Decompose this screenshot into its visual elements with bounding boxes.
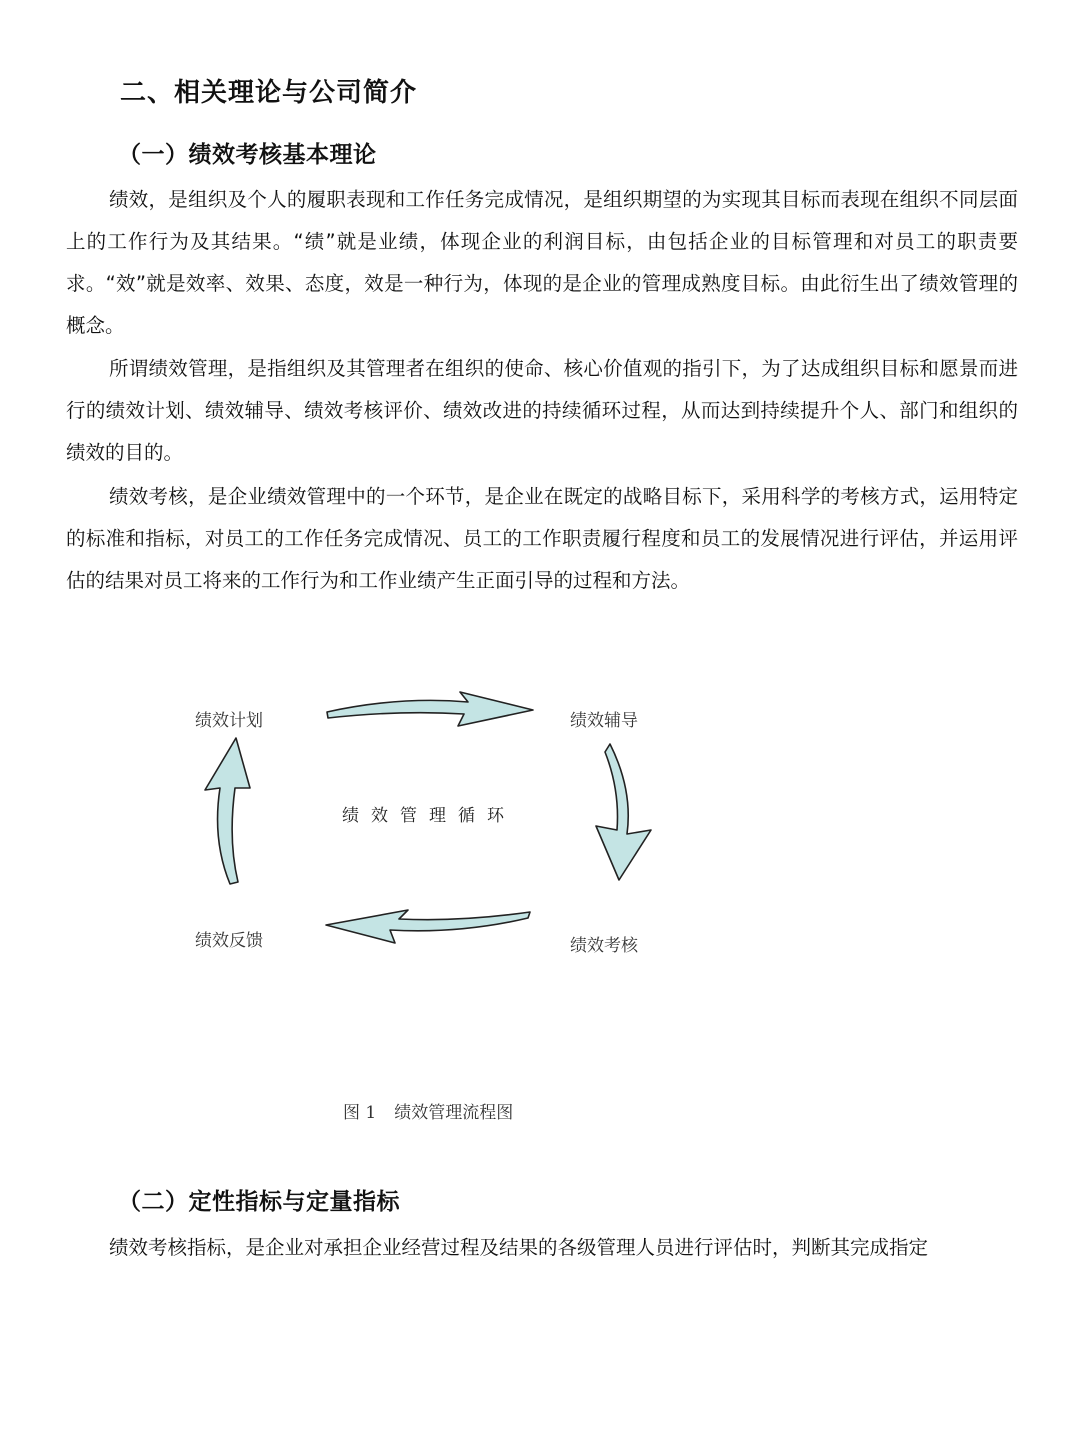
figure-number: 图 1 [343,1103,377,1123]
cycle-arrows [0,640,1080,1020]
performance-cycle-diagram [0,640,1080,1020]
paragraph-performance-management: 所谓绩效管理，是指组织及其管理者在组织的使命、核心价值观的指引下，为了达成组织目标和愿景而进行的绩效计划、绩效辅导、绩效考核评价、绩效改进的持续循环过程，从而达到持续提升个人、部门和组织的绩效的目的。 [66,357,1018,464]
node-performance-plan: 绩效计划 [195,711,263,731]
section-title: 二、相关理论与公司简介 [120,78,418,108]
figure-caption-text: 绩效管理流程图 [394,1103,514,1123]
figure-caption [343,1098,513,1123]
cycle-center-label: 绩效管理循环 [342,806,516,826]
arrow-assess-to-feedback [326,910,530,943]
paragraph-indicator-definition: 绩效考核指标，是企业对承担企业经营过程及结果的各级管理人员进行评估时，判断其完成指定 [109,1236,929,1259]
node-performance-feedback: 绩效反馈 [195,931,263,951]
arrow-coach-to-assess [596,744,651,880]
subsection-title-2: （二）定性指标与定量指标 [118,1189,400,1215]
subsection-title-1: （一）绩效考核基本理论 [118,142,377,168]
node-performance-assessment: 绩效考核 [570,936,638,956]
paragraph-performance-assessment: 绩效考核，是企业绩效管理中的一个环节，是企业在既定的战略目标下，采用科学的考核方式，运用特定的标准和指标，对员工的工作任务完成情况、员工的工作职责履行程度和员工的发展情况进行评估，并运用评估的结果对员工将来的工作行为和工作业绩产生正面引导的过程和方法。 [66,485,1018,592]
arrow-plan-to-coach [327,692,533,726]
arrow-feedback-to-plan [205,738,250,884]
paragraph-performance-definition: 绩效，是组织及个人的履职表现和工作任务完成情况，是组织期望的为实现其目标而表现在组织不同层面上的工作行为及其结果。“绩”就是业绩，体现企业的利润目标，由包括企业的目标管理和对员工的职责要求。“效”就是效率、效果、态度，效是一种行为，体现的是企业的管理成熟度目标。由此衍生出了绩效管理的概念。 [66,188,1018,337]
node-performance-coaching: 绩效辅导 [570,711,638,731]
